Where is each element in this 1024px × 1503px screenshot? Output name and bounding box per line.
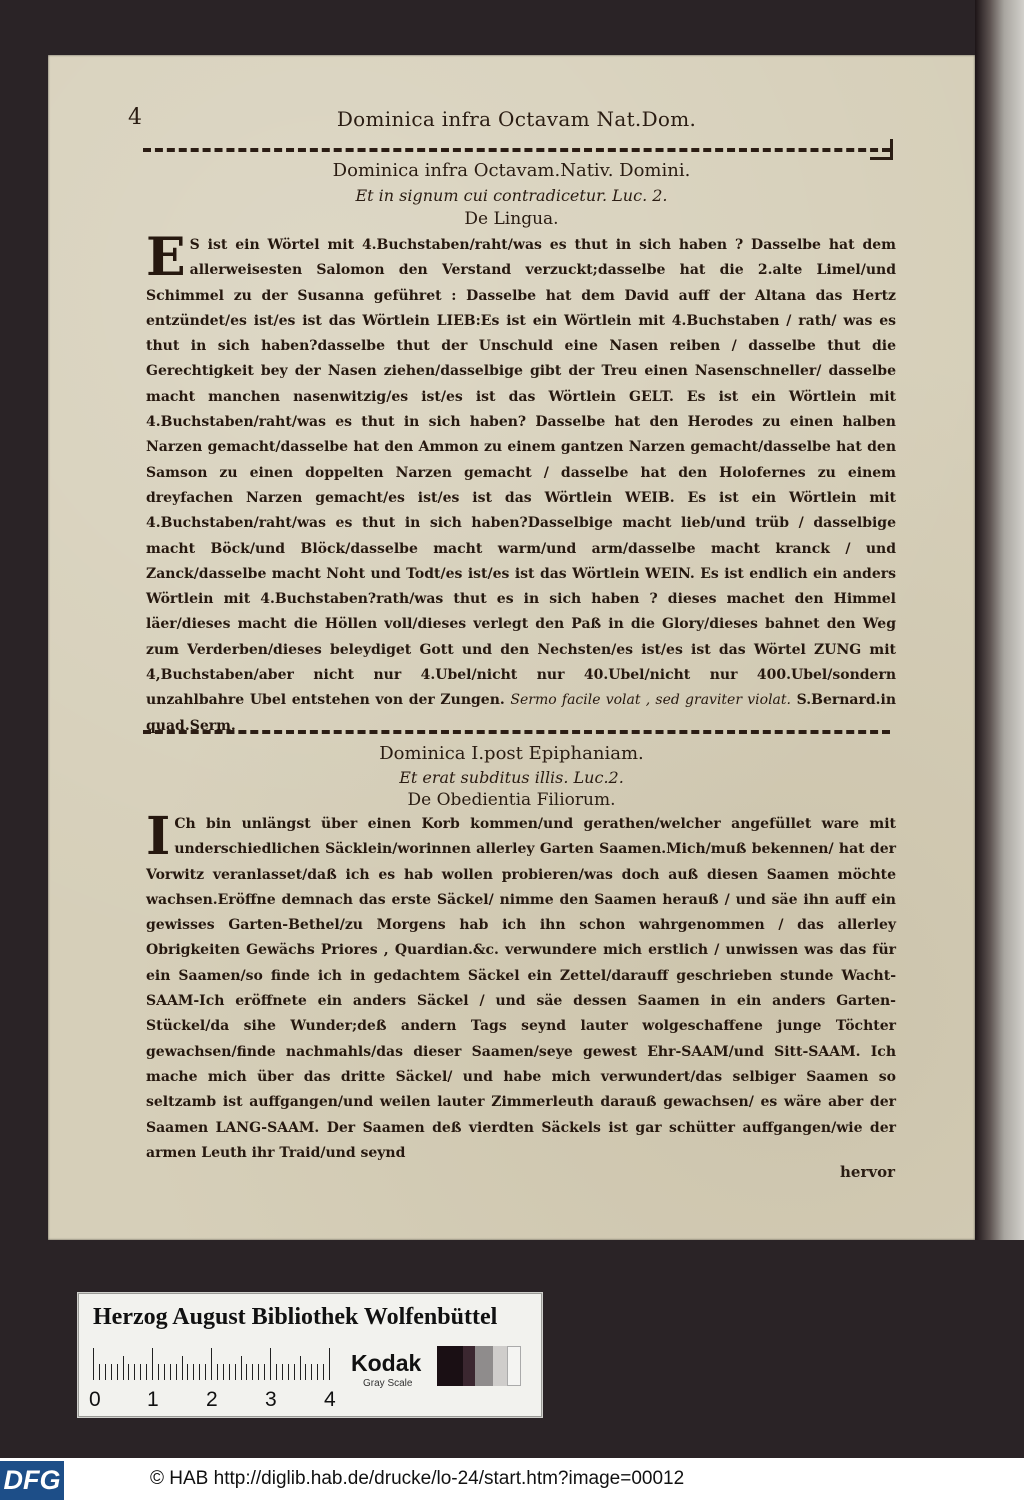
ruler-tick [329, 1348, 330, 1380]
ruler-tick [152, 1348, 153, 1380]
scale-number: 0 [89, 1388, 101, 1411]
ruler-tick [182, 1356, 183, 1380]
gray-patch [437, 1346, 463, 1386]
ruler-tick [223, 1364, 224, 1380]
gray-patch [493, 1346, 507, 1386]
section-subtitle: Et in signum cui contradicetur. Luc. 2. [355, 186, 668, 205]
ruler-tick [117, 1364, 118, 1380]
color-calibration-card [78, 1293, 542, 1417]
ruler-tick [258, 1364, 259, 1380]
page-number: 4 [128, 105, 142, 130]
ruler-scale [93, 1348, 339, 1380]
gray-scale-label: Gray Scale [363, 1378, 413, 1389]
scale-number: 4 [324, 1388, 336, 1411]
drop-cap: I [146, 806, 171, 867]
scale-number: 2 [206, 1388, 218, 1411]
ruler-tick [270, 1348, 271, 1380]
gray-patch [475, 1346, 493, 1386]
ruler-tick [311, 1364, 312, 1380]
footer-bar [0, 1458, 1024, 1503]
ruler-tick [246, 1364, 247, 1380]
body-text: S ist ein Wörtel mit 4.Buchstaben/raht/was es thut in sich haben ? Dasselbe hat dem allerweisesten Salomon den Verstand verzuckt;dasselbe hat die 2.alte Limel/und Schimmel zu der Susanna geführet : Dasselbe hat dem David auff der Altana das Hertz entzündet/es ist/es ist das Wörtlein LIEB:Es ist ein Wörtlein mit 4.Buchstaben / rath/ was es thut in sich haben?dasselbe thut der Unschuld eine Nasen reiben / dasselbe thut die Gerechtigkeit bey der Nasen ziehen/dasselbige gibt der Treu einen Nasenschneller/ dasselbe macht manchen nasenwitzig/es ist/es ist das Wörtlein GELT. Es ist ein Wörtlein mit 4.Buchstaben/raht/was es thut in sich haben? Dasselbe hat den Herodes zu einen halben Narzen gemacht/dasselbe hat den Ammon zu einem gantzen Narzen gemacht/dasselbe hat den Samson zu einen doppelten Narzen gemacht / dasselbe hat den Holofernes zu einem dreyfachen Narzen gemacht/es ist/es ist das Wörtlein WEIB. Es ist ein Wörtlein mit 4.Buchstaben/raht/was es thut in sich haben?Dasselbige macht lieb/und trüb / dasselbige macht Böck/und Blöck/dasselbe macht warm/und arm/dasselbe macht kranck / und Zanck/dasselbe macht Noht und Todt/es ist/es ist das Wörtlein WEIN. Es ist endlich ein anders Wörtlein mit 4.Buchstaben?rath/was thut es in sich haben ? dieses machet den Himmel läer/dieses macht die Höllen voll/dieses verlegt den Paß in die Glory/dieses bahnet den Weg zum Verderben/dieses beleydiget Gott und den Nechsten/es ist/es ist das Wörtel ZUNG mit 4,Buchstaben/aber nicht nur 4.Ubel/nicht nur 40.Ubel/nicht nur 400.Ubel/sondern unzahlbahre Ubel entstehen von der Zungen. [146, 237, 896, 709]
catchword: hervor [840, 1163, 895, 1181]
ruler-tick [111, 1364, 112, 1380]
ruler-tick [276, 1364, 277, 1380]
ruler-tick [305, 1364, 306, 1380]
section-title: Dominica I.post Epiphaniam. [379, 743, 644, 764]
ruler-tick [229, 1364, 230, 1380]
ornamental-rule [143, 148, 890, 152]
book-spine [975, 0, 1024, 1240]
ruler-tick [123, 1356, 124, 1380]
ruler-tick [164, 1364, 165, 1380]
ruler-tick [241, 1356, 242, 1380]
ruler-tick [199, 1364, 200, 1380]
rule-flourish [870, 139, 893, 160]
gray-patch [507, 1346, 521, 1386]
ruler-tick [128, 1364, 129, 1380]
ruler-tick [158, 1364, 159, 1380]
ruler-tick [300, 1356, 301, 1380]
ruler-tick [211, 1348, 212, 1380]
ruler-tick [134, 1364, 135, 1380]
ruler-tick [317, 1364, 318, 1380]
ruler-tick [176, 1364, 177, 1380]
latin-quote: Sermo facile volat , sed graviter violat. [510, 692, 791, 709]
dfg-logo[interactable]: DFG [0, 1461, 64, 1500]
ruler-tick [288, 1364, 289, 1380]
copyright-link[interactable]: © HAB http://diglib.hab.de/drucke/lo-24/start.htm?image=00012 [150, 1468, 685, 1489]
ruler-tick [193, 1364, 194, 1380]
ruler-tick [146, 1364, 147, 1380]
ruler-tick [205, 1364, 206, 1380]
book-page [48, 55, 975, 1240]
ruler-tick [323, 1364, 324, 1380]
ruler-tick [252, 1364, 253, 1380]
section-title: Dominica infra Octavam.Nativ. Domini. [332, 160, 691, 181]
running-title: Dominica infra Octavam Nat.Dom. [336, 107, 697, 131]
section-body [146, 806, 896, 1166]
ruler-tick [264, 1364, 265, 1380]
ruler-tick [93, 1348, 94, 1380]
card-title: Herzog August Bibliothek Wolfenbüttel [93, 1304, 498, 1330]
ruler-tick [140, 1364, 141, 1380]
body-text: Ch bin unlängst über einen Korb kommen/und gerathen/welcher angefüllet ware mit underschiedlichen Säcklein/worinnen allerley Garten Saamen.Mich/muß bekennen/ hat der Vorwitz veranlasset/daß ich es hab wollen probieren/was doch auß diesen Saamen möchte wachsen.Eröffne demnach das erste Säckel/ nimme den Saamen herauß / und säe ihn auff ein gewisses Garten-Bethel/zu Morgens hab ich ihn schon wahrgenommen / das allerley Obrigkeiten Gewächs Priores , Quardian.&c. verwundere mich erstlich / unwissen was das für ein Saamen/so finde ich in gedachtem Säckel ein Zettel/darauff geschrieben stunde Wacht-SAAM-Ich eröffnete ein anders Säckel / und säe dessen Saamen in ein anders Garten-Stückel/da sihe Wunder;deß andern Tags seynd lauter wolgeschaffene junge Töchter gewachsen/finde nachmahls/das dieser Saamen/seye gewest Ehr-SAAM/und Sitt-SAAM. Ich mache mich über das dritte Säckel/ und habe mich verwundert/das selbiger Saamen so seltzamb ist auffgangen/und weilen lauter Zimmerleuth darauß gewachsen/ es wäre aber der Saamen LANG-SAAM. Der Saamen deß vierdten Säckels ist gar schütter auffgangen/wie der armen Leuth ihr Traid/und seynd [146, 816, 896, 1161]
section-topic: De Obedientia Filiorum. [407, 790, 616, 810]
running-head [128, 105, 905, 135]
section-body [146, 227, 897, 739]
scale-number: 3 [265, 1388, 277, 1411]
ruler-tick [170, 1364, 171, 1380]
section-subtitle: Et erat subditus illis. Luc.2. [399, 768, 624, 787]
ruler-tick [187, 1364, 188, 1380]
ruler-tick [294, 1364, 295, 1380]
ruler-tick [217, 1364, 218, 1380]
section-topic: De Lingua. [464, 209, 559, 229]
gray-patch [463, 1346, 475, 1386]
ruler-tick [99, 1364, 100, 1380]
ruler-tick [105, 1364, 106, 1380]
ruler-tick [235, 1364, 236, 1380]
kodak-logo: Kodak [351, 1350, 422, 1376]
ruler-tick [282, 1364, 283, 1380]
citation: S.Bernard.in quad.Serm. [146, 692, 897, 734]
drop-cap: E [146, 227, 186, 288]
scale-number: 1 [147, 1388, 159, 1411]
ornamental-rule [143, 730, 890, 734]
